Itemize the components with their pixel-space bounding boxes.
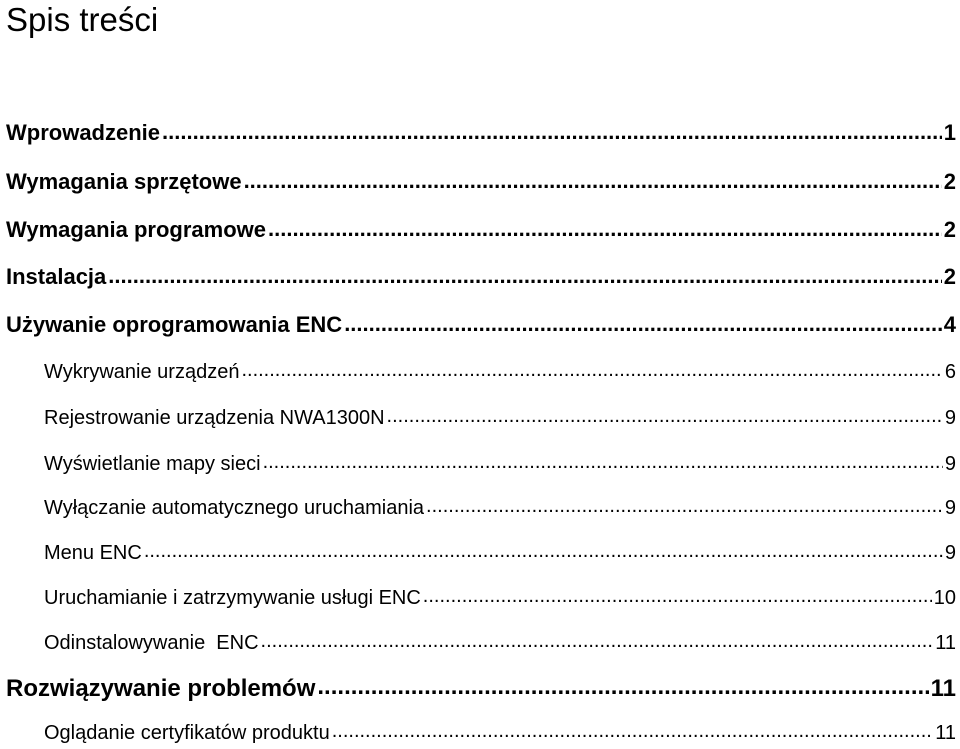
dot-leader [241, 358, 942, 378]
toc-entry-wylaczanie-automatycznego-uruchamiania[interactable] [44, 494, 956, 520]
dot-leader [244, 167, 942, 189]
dot-leader [144, 539, 943, 559]
toc-entry-wyswietlanie-mapy-sieci[interactable] [44, 450, 956, 476]
toc-entry-page: 9 [944, 407, 956, 429]
toc-entry-label: Oglądanie certyfikatów produktu [44, 722, 330, 744]
dot-leader [426, 494, 943, 514]
toc-entry-wykrywanie-urzadzen[interactable] [44, 358, 956, 384]
toc-entry-label: Menu ENC [44, 542, 142, 564]
toc-entry-page: 6 [944, 361, 956, 383]
toc-entry-page: 11 [935, 722, 956, 744]
toc-entry-odinstalowywanie-enc[interactable] [44, 629, 956, 655]
toc-entry-page: 11 [930, 675, 956, 702]
toc-entry-instalacja[interactable] [6, 262, 956, 290]
toc-entry-label: Wprowadzenie [6, 120, 161, 145]
toc-entry-page: 2 [943, 169, 956, 194]
toc-entry-page: 4 [943, 312, 956, 337]
toc-entry-label: Instalacja [6, 264, 107, 289]
toc-entry-page: 11 [935, 632, 956, 654]
dot-leader [344, 310, 942, 332]
dot-leader [261, 629, 934, 649]
toc-entry-label: Wymagania programowe [6, 217, 266, 242]
toc-entry-label: Wyłączanie automatycznego uruchamiania [44, 497, 425, 519]
page-title: Spis treści [6, 1, 159, 38]
toc-entry-uzywanie-oprogramowania-enc[interactable] [6, 310, 956, 338]
toc-entry-page: 10 [933, 587, 956, 609]
dot-leader [423, 584, 932, 604]
toc-entry-rozwiazywanie-problemow[interactable] [6, 672, 956, 703]
toc-entry-label: Wykrywanie urządzeń [44, 361, 240, 383]
toc-entry-page: 9 [944, 453, 956, 475]
toc-entry-wymagania-sprzetowe[interactable] [6, 167, 956, 195]
toc-entry-rejestrowanie-urzadzenia[interactable] [44, 404, 956, 430]
dot-leader [387, 404, 943, 424]
dot-leader [263, 450, 943, 470]
toc-entry-menu-enc[interactable] [44, 539, 956, 565]
dot-leader [317, 672, 928, 696]
toc-entry-label: Odinstalowywanie ENC [44, 632, 259, 654]
toc-entry-label: Uruchamianie i zatrzymywanie usługi ENC [44, 587, 421, 609]
toc-entry-page: 2 [943, 217, 956, 242]
dot-leader [108, 262, 941, 284]
dot-leader [332, 719, 934, 739]
toc-entry-wymagania-programowe[interactable] [6, 215, 956, 243]
dot-leader [162, 118, 942, 140]
toc-entry-page: 2 [943, 264, 956, 289]
toc-entry-label: Wyświetlanie mapy sieci [44, 453, 261, 475]
toc-entry-label: Wymagania sprzętowe [6, 169, 242, 194]
toc-entry-page: 1 [943, 120, 956, 145]
toc-entry-label: Używanie oprogramowania ENC [6, 312, 343, 337]
toc-entry-ogladanie-certyfikatow[interactable] [44, 719, 956, 745]
toc-entry-wprowadzenie[interactable] [6, 118, 956, 146]
toc-entry-page: 9 [944, 497, 956, 519]
toc-entry-page: 9 [944, 542, 956, 564]
toc-entry-uruchamianie-i-zatrzymywanie[interactable] [44, 584, 956, 610]
toc-entry-label: Rozwiązywanie problemów [6, 675, 316, 702]
dot-leader [268, 215, 942, 237]
toc-entry-label: Rejestrowanie urządzenia NWA1300N [44, 407, 385, 429]
